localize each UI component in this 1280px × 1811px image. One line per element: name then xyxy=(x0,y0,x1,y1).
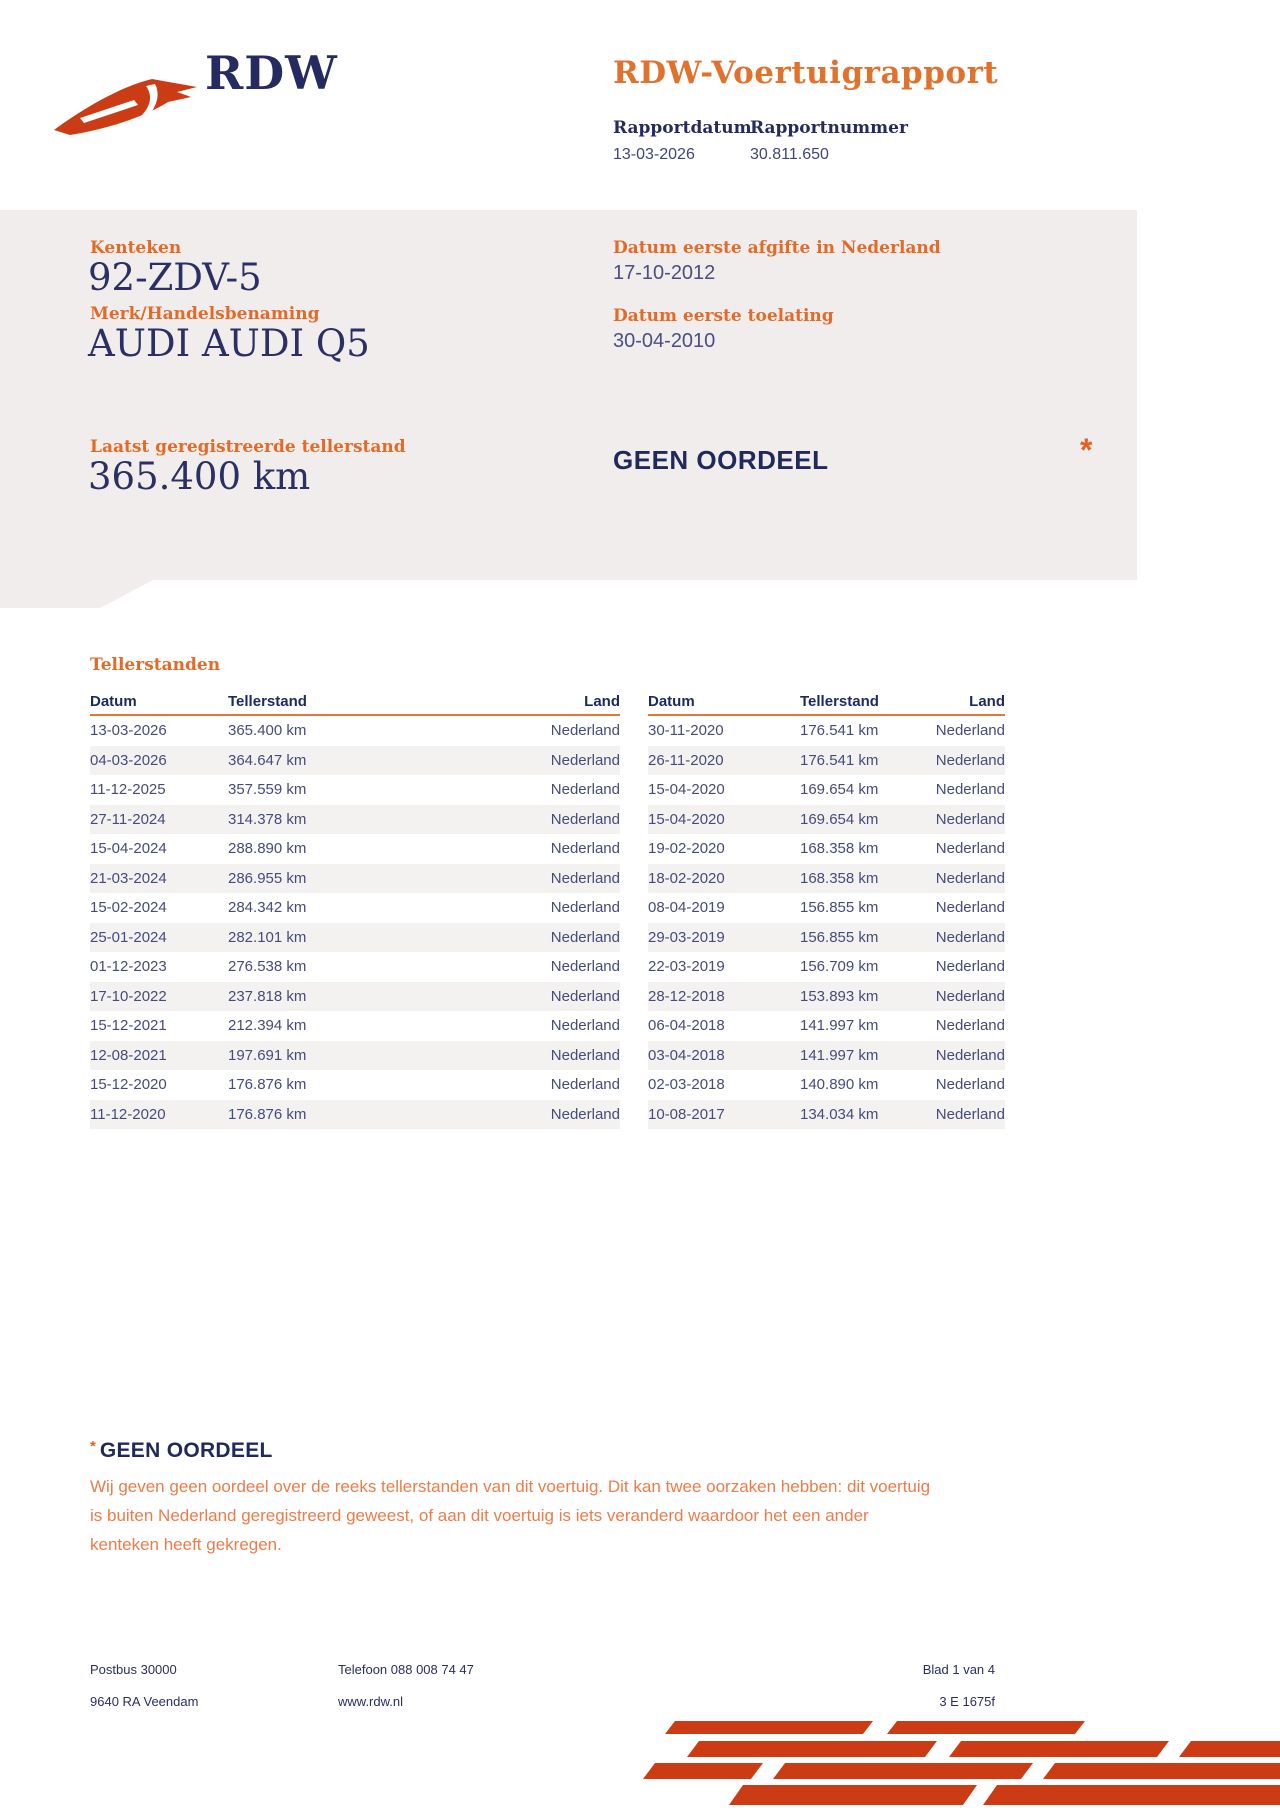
table-rows xyxy=(90,716,620,1129)
cell-tellerstand: 168.358 km xyxy=(800,869,879,887)
table-row xyxy=(648,805,1005,835)
merk-value: AUDI AUDI Q5 xyxy=(88,322,370,365)
footnote-heading xyxy=(90,1438,273,1463)
table-row xyxy=(90,982,620,1012)
table-row xyxy=(648,1011,1005,1041)
col-header-datum: Datum xyxy=(648,693,695,710)
footnote-title: GEEN OORDEEL xyxy=(99,1439,273,1462)
kenteken-label: Kenteken xyxy=(90,238,182,258)
table-row xyxy=(648,834,1005,864)
cell-land: Nederland xyxy=(935,1105,1005,1123)
cell-datum: 15-12-2020 xyxy=(90,1076,167,1094)
report-number-value: 30.811.650 xyxy=(750,146,829,163)
cell-datum: 10-08-2017 xyxy=(648,1105,725,1123)
cell-tellerstand: 282.101 km xyxy=(228,928,307,946)
table-row xyxy=(90,1070,620,1100)
cell-land: Nederland xyxy=(935,781,1005,799)
oordeel-asterisk: * xyxy=(1080,432,1093,468)
cell-datum: 30-11-2020 xyxy=(648,722,724,740)
cell-land: Nederland xyxy=(550,810,620,828)
cell-land: Nederland xyxy=(935,722,1005,740)
cell-datum: 25-01-2024 xyxy=(90,928,167,946)
toelating-label: Datum eerste toelating xyxy=(613,306,834,326)
cell-datum: 11-12-2025 xyxy=(90,781,166,799)
cell-tellerstand: 212.394 km xyxy=(228,1017,307,1035)
cell-tellerstand: 156.709 km xyxy=(800,958,879,976)
cell-land: Nederland xyxy=(550,781,620,799)
cell-datum: 03-04-2018 xyxy=(648,1046,725,1064)
cell-land: Nederland xyxy=(550,928,620,946)
cell-tellerstand: 176.876 km xyxy=(228,1105,307,1123)
cell-land: Nederland xyxy=(550,751,620,769)
cell-datum: 28-12-2018 xyxy=(648,987,725,1005)
tellerstanden-section-title: Tellerstanden xyxy=(90,655,221,675)
cell-land: Nederland xyxy=(935,928,1005,946)
footer-page-number: Blad 1 van 4 xyxy=(922,1662,995,1677)
table-row xyxy=(90,716,620,746)
cell-tellerstand: 134.034 km xyxy=(800,1105,879,1123)
cell-datum: 18-02-2020 xyxy=(648,869,725,887)
table-row xyxy=(90,864,620,894)
cell-land: Nederland xyxy=(550,840,620,858)
cell-tellerstand: 169.654 km xyxy=(800,810,879,828)
cell-datum: 27-11-2024 xyxy=(90,810,166,828)
cell-land: Nederland xyxy=(935,1046,1005,1064)
cell-land: Nederland xyxy=(935,751,1005,769)
cell-tellerstand: 284.342 km xyxy=(228,899,307,917)
cell-land: Nederland xyxy=(935,869,1005,887)
col-header-datum: Datum xyxy=(90,693,137,710)
cell-land: Nederland xyxy=(550,987,620,1005)
cell-datum: 19-02-2020 xyxy=(648,840,725,858)
toelating-value: 30-04-2010 xyxy=(613,330,716,352)
cell-land: Nederland xyxy=(935,810,1005,828)
table-row xyxy=(648,982,1005,1012)
cell-land: Nederland xyxy=(550,1046,620,1064)
cell-land: Nederland xyxy=(935,1076,1005,1094)
cell-datum: 15-02-2024 xyxy=(90,899,167,917)
table-row xyxy=(90,1041,620,1071)
cell-datum: 02-03-2018 xyxy=(648,1076,725,1094)
page-title: RDW-Voertuigrapport xyxy=(613,55,999,91)
table-row xyxy=(648,775,1005,805)
cell-datum: 15-04-2020 xyxy=(648,781,725,799)
cell-datum: 29-03-2019 xyxy=(648,928,725,946)
col-header-tellerstand: Tellerstand xyxy=(228,693,307,710)
table-header-row xyxy=(90,688,620,716)
afgifte-value: 17-10-2012 xyxy=(613,262,716,284)
tellerstanden-table-right xyxy=(648,688,1005,1129)
merk-label: Merk/Handelsbenaming xyxy=(90,304,320,324)
footer-website: www.rdw.nl xyxy=(338,1694,404,1709)
cell-land: Nederland xyxy=(550,869,620,887)
table-row xyxy=(90,893,620,923)
table-row xyxy=(648,716,1005,746)
cell-tellerstand: 237.818 km xyxy=(228,987,307,1005)
col-header-land: Land xyxy=(584,693,620,710)
footer-address-line1: Postbus 30000 xyxy=(90,1662,177,1677)
table-row xyxy=(90,775,620,805)
cell-tellerstand: 168.358 km xyxy=(800,840,879,858)
cell-land: Nederland xyxy=(935,840,1005,858)
cell-datum: 15-04-2020 xyxy=(648,810,725,828)
table-header-row xyxy=(648,688,1005,716)
kenteken-value: 92-ZDV-5 xyxy=(88,256,262,299)
footer-phone: Telefoon 088 008 74 47 xyxy=(338,1662,474,1677)
footnote-asterisk: * xyxy=(90,1438,96,1455)
cell-tellerstand: 357.559 km xyxy=(228,781,307,799)
cell-tellerstand: 364.647 km xyxy=(228,751,307,769)
cell-tellerstand: 197.691 km xyxy=(228,1046,307,1064)
cell-tellerstand: 176.541 km xyxy=(800,722,879,740)
report-date-value: 13-03-2026 xyxy=(613,146,695,163)
cell-land: Nederland xyxy=(935,987,1005,1005)
cell-datum: 12-08-2021 xyxy=(90,1046,167,1064)
table-row xyxy=(90,805,620,835)
table-row xyxy=(648,1100,1005,1130)
tellerstand-value: 365.400 km xyxy=(88,455,311,498)
col-header-land: Land xyxy=(969,693,1005,710)
table-row xyxy=(90,834,620,864)
table-row xyxy=(90,923,620,953)
report-date-label: Rapportdatum xyxy=(613,118,752,138)
cell-land: Nederland xyxy=(550,1105,620,1123)
cell-datum: 06-04-2018 xyxy=(648,1017,725,1035)
cell-tellerstand: 156.855 km xyxy=(800,899,879,917)
cell-datum: 15-12-2021 xyxy=(90,1017,167,1035)
footer-code: 3 E 1675f xyxy=(939,1694,995,1709)
table-row xyxy=(648,864,1005,894)
cell-land: Nederland xyxy=(550,1017,620,1035)
oordeel-status: GEEN OORDEEL xyxy=(613,445,829,475)
cell-land: Nederland xyxy=(550,899,620,917)
cell-datum: 13-03-2026 xyxy=(90,722,167,740)
cell-land: Nederland xyxy=(550,958,620,976)
rdw-logo-swoosh-icon xyxy=(50,66,202,140)
footer-address-line2: 9640 RA Veendam xyxy=(90,1694,199,1709)
cell-tellerstand: 140.890 km xyxy=(800,1076,879,1094)
table-row xyxy=(90,746,620,776)
cell-tellerstand: 176.541 km xyxy=(800,751,879,769)
cell-land: Nederland xyxy=(550,722,620,740)
cell-land: Nederland xyxy=(935,1017,1005,1035)
table-row xyxy=(90,1100,620,1130)
cell-tellerstand: 141.997 km xyxy=(800,1046,879,1064)
table-row xyxy=(648,746,1005,776)
cell-datum: 15-04-2024 xyxy=(90,840,167,858)
cell-datum: 26-11-2020 xyxy=(648,751,724,769)
cell-tellerstand: 176.876 km xyxy=(228,1076,307,1094)
footnote-text: Wij geven geen oordeel over de reeks tellerstanden van dit voertuig. Dit kan twee oorzaken hebben: dit voertuig is buiten Nederland geregistreerd geweest, of aan dit voertuig is iets veranderd waardoor het een ander kenteken heeft gekregen. xyxy=(90,1477,931,1554)
table-row xyxy=(648,1070,1005,1100)
cell-land: Nederland xyxy=(935,899,1005,917)
col-header-tellerstand: Tellerstand xyxy=(800,693,879,710)
tellerstanden-table-left xyxy=(90,688,620,1129)
table-row xyxy=(648,923,1005,953)
cell-tellerstand: 365.400 km xyxy=(228,722,307,740)
report-number-label: Rapportnummer xyxy=(750,118,908,138)
cell-datum: 21-03-2024 xyxy=(90,869,167,887)
afgifte-label: Datum eerste afgifte in Nederland xyxy=(613,238,941,258)
cell-datum: 11-12-2020 xyxy=(90,1105,166,1123)
cell-tellerstand: 153.893 km xyxy=(800,987,879,1005)
cell-datum: 17-10-2022 xyxy=(90,987,167,1005)
cell-datum: 04-03-2026 xyxy=(90,751,167,769)
table-row xyxy=(648,1041,1005,1071)
cell-tellerstand: 169.654 km xyxy=(800,781,879,799)
table-row xyxy=(90,1011,620,1041)
table-row xyxy=(90,952,620,982)
cell-tellerstand: 141.997 km xyxy=(800,1017,879,1035)
table-row xyxy=(648,952,1005,982)
cell-tellerstand: 288.890 km xyxy=(228,840,307,858)
cell-datum: 22-03-2019 xyxy=(648,958,725,976)
cell-land: Nederland xyxy=(935,958,1005,976)
table-rows xyxy=(648,716,1005,1129)
cell-datum: 01-12-2023 xyxy=(90,958,167,976)
cell-tellerstand: 286.955 km xyxy=(228,869,307,887)
tellerstand-label: Laatst geregistreerde tellerstand xyxy=(90,437,406,457)
cell-datum: 08-04-2019 xyxy=(648,899,725,917)
cell-land: Nederland xyxy=(550,1076,620,1094)
rdw-footer-track-graphic xyxy=(635,1719,1280,1811)
table-row xyxy=(648,893,1005,923)
cell-tellerstand: 156.855 km xyxy=(800,928,879,946)
cell-tellerstand: 276.538 km xyxy=(228,958,307,976)
cell-tellerstand: 314.378 km xyxy=(228,810,307,828)
rdw-logo-text: RDW xyxy=(205,46,338,100)
